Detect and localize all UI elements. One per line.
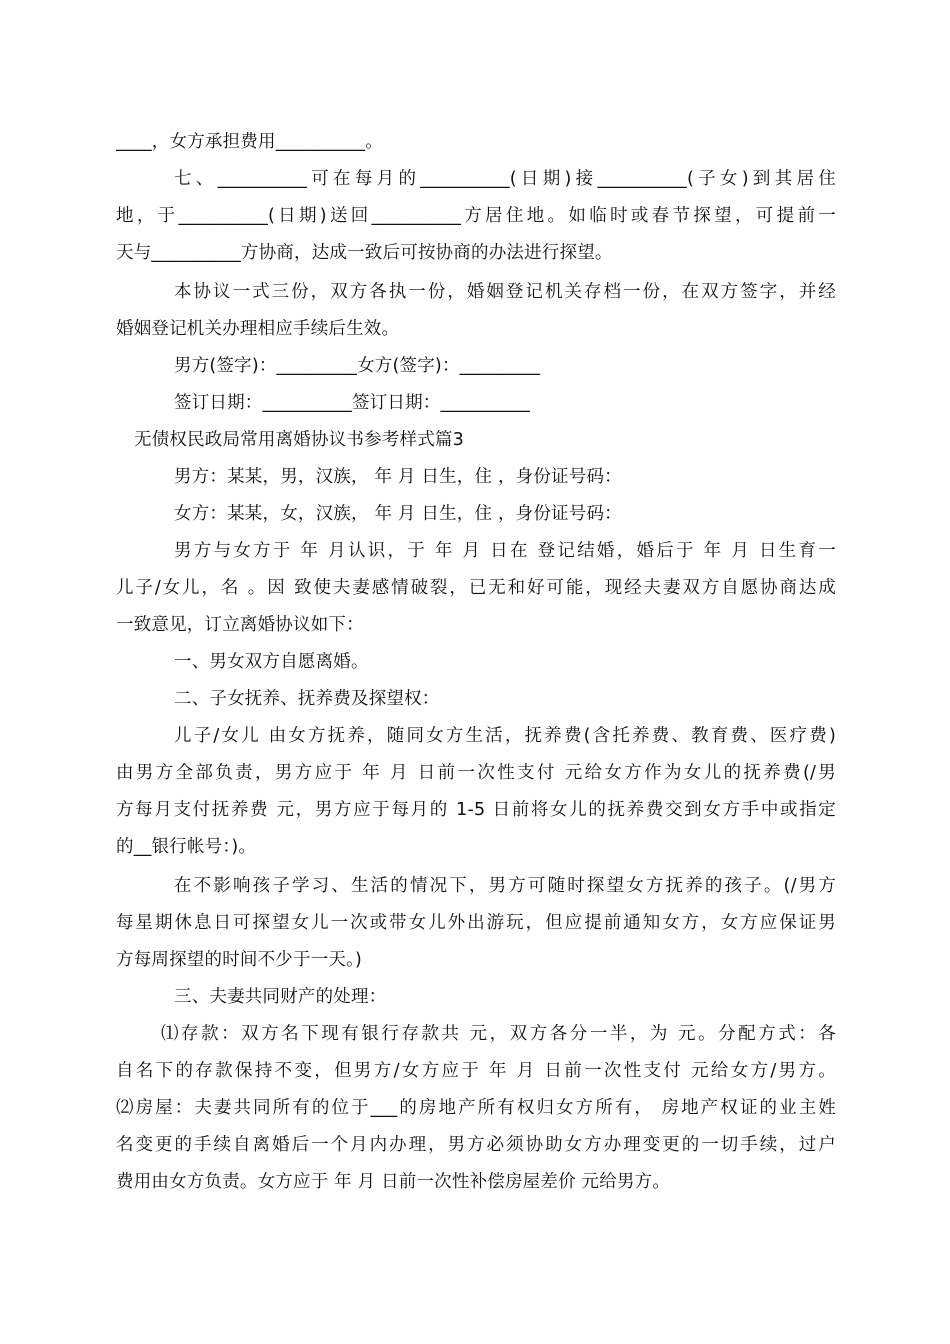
text-line: 在不影响孩子学习、生活的情况下，男方可随时探望女方抚养的孩子。(/男方 xyxy=(174,876,836,896)
text-line: 一致意见，订立离婚协议如下： xyxy=(116,615,364,635)
date-line: 签订日期：__________签订日期：__________ xyxy=(174,393,530,413)
text-line: 儿子/女儿，名 。因 致使夫妻感情破裂，已无和好可能，现经夫妻双方自愿协商达成 xyxy=(116,578,836,598)
text-line: 男方：某某，男，汉族， 年 月 日生，住 ，身份证号码： xyxy=(174,467,622,487)
clause-heading: 一、男女双方自愿离婚。 xyxy=(174,652,369,672)
text-line: ____，女方承担费用__________。 xyxy=(116,132,383,152)
text-line: 自名下的存款保持不变，但男方/女方应于 年 月 日前一次性支付 元给女方/男方。 xyxy=(116,1061,836,1081)
clause-heading: 三、夫妻共同财产的处理： xyxy=(174,987,387,1007)
text-line: ⑵房屋：夫妻共同所有的位于___的房地产所有权归女方所有， 房地产权证的业主姓 xyxy=(116,1098,836,1118)
text-line: 方每月支付抚养费 元，男方应于每月的 1-5 日前将女儿的抚养费交到女方手中或指定 xyxy=(116,800,836,820)
signature-line: 男方(签字)：_________女方(签字)：_________ xyxy=(174,356,541,376)
text-line: 费用由女方负责。女方应于 年 月 日前一次性补偿房屋差价 元给男方。 xyxy=(116,1172,671,1192)
text-line: 名变更的手续自离婚后一个月内办理，男方必须协助女方办理变更的一切手续，过户 xyxy=(116,1135,836,1155)
text-line: 地，于__________(日期)送回__________方居住地。如临时或春节探望，可提前一 xyxy=(116,206,836,226)
clause-heading: 二、子女抚养、抚养费及探望权： xyxy=(174,689,440,709)
text-line: 儿子/女儿 由女方抚养，随同女方生活，抚养费(含托养费、教育费、医疗费) xyxy=(174,726,836,746)
section-heading: 无债权民政局常用离婚协议书参考样式篇3 xyxy=(134,430,464,450)
text-line: 方每周探望的时间不少于一天。) xyxy=(116,950,363,970)
text-line: 的__银行帐号：)。 xyxy=(116,837,257,857)
text-line: 男方与女方于 年 月认识，于 年 月 日在 登记结婚，婚后于 年 月 日生育一 xyxy=(174,541,836,561)
text-line: 女方：某某，女，汉族， 年 月 日生，住 ，身份证号码： xyxy=(174,504,622,524)
text-line: 七、__________可在每月的__________(日期)接__________(子女)到其居住 xyxy=(174,169,836,189)
text-line: 天与__________方协商，达成一致后可按协商的办法进行探望。 xyxy=(116,243,613,263)
text-line: 婚姻登记机关办理相应手续后生效。 xyxy=(116,319,400,339)
text-line: 每星期休息日可探望女儿一次或带女儿外出游玩，但应提前通知女方，女方应保证男 xyxy=(116,913,836,933)
text-line: 由男方全部负责，男方应于 年 月 日前一次性支付 元给女方作为女儿的抚养费(/男 xyxy=(116,763,836,783)
text-line: 本协议一式三份，双方各执一份，婚姻登记机关存档一份，在双方签字，并经 xyxy=(174,282,836,302)
text-line: ⑴存款：双方名下现有银行存款共 元，双方各分一半，为 元。分配方式：各 xyxy=(161,1024,836,1044)
